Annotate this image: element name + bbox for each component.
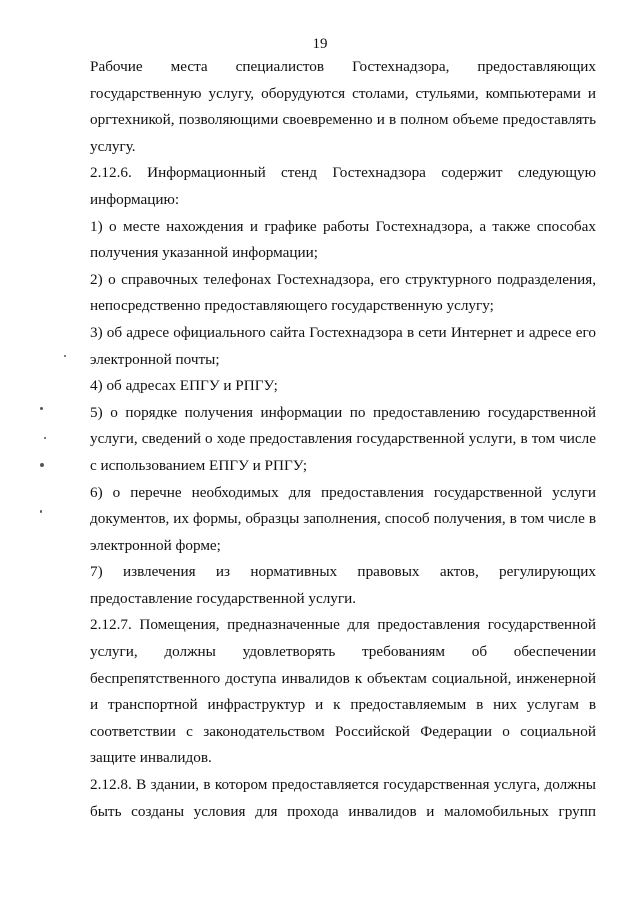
paragraph-2-12-6: 2.12.6. Информационный стенд Гостехнадзора содержит следующую информацию:	[90, 164, 596, 208]
list-item-4: 4) об адресах ЕПГУ и РПГУ;	[90, 377, 278, 395]
paragraph-2-12-8: 2.12.8. В здании, в котором предоставляется государственная услуга, должны быть созданы условия для прохода инвалидов и маломобильных групп	[90, 776, 596, 820]
list-item-5: 5) о порядке получения информации по предоставлению государственной услуги, сведений о ходе предоставления государственной услуги, в том числе с использованием ЕПГУ и РПГУ;	[90, 403, 596, 474]
scan-speck	[64, 355, 66, 357]
list-item-1: 1) о месте нахождения и графике работы Гостехнадзора, а также способах получения указанной информации;	[90, 217, 596, 262]
page-number: 19	[312, 36, 328, 52]
page-body	[90, 54, 596, 825]
list-item-7: 7) извлечения из нормативных правовых актов, регулирующих предоставление государственной услуги.	[90, 563, 596, 607]
list-item-2: 2) о справочных телефонах Гостехнадзора, его структурного подразделения, непосредственно предоставляющего государственную услугу;	[90, 270, 596, 315]
scan-speck	[44, 437, 46, 439]
scan-speck	[40, 407, 43, 410]
paragraph-2-12-7: 2.12.7. Помещения, предназначенные для предоставления государственной услуги, должны удовлетворять требованиям об обеспечении беспрепятственного доступа инвалидов к объектам социальной, инженерной и транспортной инфраструктур и к предоставляемым в них услугам в соответствии с законодательством Российской Федерации о социальной защите инвалидов.	[90, 616, 596, 767]
scan-speck	[40, 510, 42, 513]
scan-speck	[40, 463, 44, 467]
paragraph-workplaces: Рабочие места специалистов Гостехнадзора, предоставляющих государственную услугу, оборудуются столами, стульями, компьютерами и оргтехникой, позволяющими своевременно и в полном объеме предоставлять услугу.	[90, 58, 596, 155]
list-item-6: 6) о перечне необходимых для предоставления государственной услуги документов, их формы, образцы заполнения, способ получения, в том числе в электронной форме;	[90, 483, 596, 554]
list-item-3: 3) об адресе официального сайта Гостехнадзора в сети Интернет и адресе его электронной почты;	[90, 323, 596, 368]
